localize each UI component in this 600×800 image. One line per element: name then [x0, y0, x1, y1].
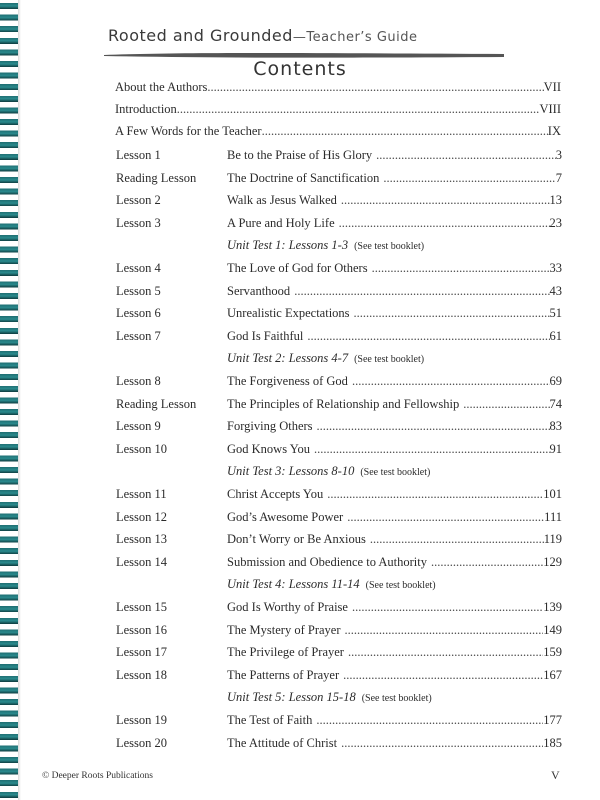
lesson-title: Unrealistic Expectations — [227, 306, 350, 321]
unit-test-entry — [227, 462, 557, 480]
lesson-title: The Attitude of Christ — [227, 735, 338, 750]
lesson-label: Lesson 12 — [116, 509, 168, 524]
dot-leader — [350, 304, 550, 322]
unit-test-entry — [227, 349, 557, 367]
front-matter-entry — [115, 78, 561, 96]
lesson-label: Lesson 19 — [116, 713, 168, 727]
lesson-label: Lesson 17 — [116, 645, 168, 660]
lesson-label: Lesson 20 — [116, 735, 168, 750]
dot-leader — [459, 395, 549, 413]
dot-leader — [303, 327, 549, 345]
lesson-page-number: 159 — [543, 645, 562, 660]
lesson-entry — [0, 191, 600, 209]
lesson-title: The Doctrine of Sanctification — [227, 170, 380, 185]
lesson-entry — [0, 440, 600, 458]
dot-leader — [313, 417, 550, 435]
dot-leader — [177, 100, 540, 118]
lesson-page-number: 167 — [543, 667, 562, 682]
lesson-entry — [0, 304, 600, 322]
lesson-entry — [0, 621, 600, 639]
lesson-label: Lesson 14 — [116, 554, 168, 569]
lesson-entry — [0, 417, 600, 435]
lesson-entry — [0, 259, 600, 277]
lesson-title: God Is Faithful — [227, 328, 304, 343]
lesson-label: Lesson 18 — [116, 667, 168, 682]
lesson-label: Reading Lesson — [116, 396, 197, 411]
lesson-entry-line — [227, 711, 562, 729]
lesson-title: The Test of Faith — [227, 713, 313, 727]
lesson-entry — [0, 553, 600, 571]
lesson-label: Lesson 13 — [116, 532, 168, 547]
lesson-entry-line — [227, 666, 562, 684]
lesson-page-number: 33 — [549, 261, 562, 275]
lesson-entry — [0, 395, 600, 413]
lesson-title: The Mystery of Prayer — [227, 622, 341, 637]
lesson-page-number: 177 — [543, 713, 562, 727]
lesson-entry-line — [227, 372, 562, 390]
contents-heading: Contents — [253, 58, 347, 80]
lesson-label: Lesson 1 — [116, 148, 161, 162]
lesson-entry-line — [227, 259, 562, 277]
unit-test-note: (See test booklet) — [354, 354, 425, 366]
lesson-entry-line — [227, 282, 562, 300]
lesson-title: Submission and Obedience to Authority — [227, 554, 427, 569]
unit-test-title: Unit Test 2: Lessons 4-7 — [227, 351, 349, 366]
lesson-page-number: 69 — [549, 374, 562, 388]
lesson-label: Lesson 16 — [116, 622, 168, 637]
lesson-page-number: 74 — [549, 396, 562, 411]
lesson-page-number: 13 — [549, 193, 562, 208]
lesson-title: The Principles of Relationship and Fellowship — [227, 396, 460, 411]
dot-leader — [366, 530, 544, 548]
lesson-label: Lesson 10 — [116, 441, 168, 456]
lesson-page-number: 119 — [543, 532, 562, 547]
lesson-page-number: 51 — [549, 306, 562, 321]
lesson-entry — [0, 485, 600, 503]
dot-leader — [339, 666, 543, 684]
lesson-entry — [0, 282, 600, 300]
lesson-title: Christ Accepts You — [227, 487, 324, 501]
unit-test-title: Unit Test 3: Lessons 8-10 — [227, 464, 355, 479]
lesson-entry — [0, 169, 600, 187]
unit-test-entry — [227, 688, 557, 706]
unit-test-title: Unit Test 4: Lessons 11-14 — [227, 577, 360, 592]
lesson-page-number: 129 — [543, 554, 562, 569]
lesson-entry-line — [227, 621, 562, 639]
lesson-title: A Pure and Holy Life — [227, 215, 335, 230]
lesson-entry-line — [227, 191, 562, 209]
lesson-title: The Forgiveness of God — [227, 374, 348, 388]
dot-leader — [290, 282, 549, 300]
lesson-page-number: 139 — [543, 600, 562, 614]
dot-leader — [368, 259, 550, 277]
lesson-entry-line — [227, 485, 562, 503]
dot-leader — [207, 78, 543, 96]
dot-leader — [323, 485, 543, 503]
entry-title: A Few Words for the Teacher — [115, 124, 262, 138]
unit-test-entry — [227, 236, 557, 254]
entry-title: About the Authors — [115, 80, 208, 94]
unit-test-entry — [227, 575, 557, 593]
lesson-entry-line — [227, 553, 562, 571]
lesson-label: Lesson 7 — [116, 328, 161, 343]
lesson-entry — [0, 734, 600, 752]
lesson-entry-line — [227, 304, 562, 322]
entry-page-number: VIII — [539, 102, 561, 116]
dot-leader — [337, 191, 550, 209]
lesson-title: The Love of God for Others — [227, 261, 368, 275]
lesson-entry — [0, 711, 600, 729]
header-subtitle: —Teacher’s Guide — [292, 30, 418, 45]
lesson-page-number: 111 — [544, 509, 562, 524]
lesson-title: The Patterns of Prayer — [227, 667, 340, 682]
publisher-credit: © Deeper Roots Publications — [42, 771, 153, 781]
lesson-entry-line — [227, 440, 562, 458]
unit-test-note: (See test booklet) — [365, 580, 436, 592]
unit-test-note: (See test booklet) — [361, 693, 432, 705]
lesson-entry — [0, 327, 600, 345]
lesson-entry-line — [227, 598, 562, 616]
dot-leader — [337, 734, 543, 752]
lesson-title: God Knows You — [227, 441, 311, 456]
dot-leader — [427, 553, 543, 571]
lesson-entry-line — [227, 643, 562, 661]
dot-leader — [262, 122, 548, 140]
lesson-title: Forgiving Others — [227, 419, 313, 434]
lesson-entry-line — [227, 508, 562, 526]
lesson-page-number: 7 — [555, 170, 562, 185]
dot-leader — [335, 214, 550, 232]
lesson-entry-line — [227, 417, 562, 435]
entry-title: Introduction — [115, 102, 177, 116]
lesson-title: God Is Worthy of Praise — [227, 600, 348, 614]
lesson-page-number: 101 — [543, 487, 562, 501]
lesson-page-number: 23 — [549, 215, 562, 230]
lesson-label: Lesson 4 — [116, 261, 161, 275]
front-matter-entry — [115, 100, 561, 118]
dot-leader — [348, 598, 543, 616]
lesson-label: Lesson 9 — [116, 419, 161, 434]
lesson-page-number: 149 — [543, 622, 562, 637]
lesson-label: Lesson 15 — [116, 600, 168, 614]
lesson-page-number: 3 — [555, 148, 562, 162]
dot-leader — [312, 711, 543, 729]
lesson-entry-line — [227, 530, 562, 548]
dot-leader — [310, 440, 549, 458]
dot-leader — [343, 508, 544, 526]
header-book-title: Rooted and Grounded — [108, 26, 293, 45]
lesson-entry — [0, 508, 600, 526]
lesson-entry-line — [227, 146, 562, 164]
lesson-page-number: 185 — [543, 735, 562, 750]
lesson-entry — [0, 214, 600, 232]
unit-test-note: (See test booklet) — [360, 467, 431, 479]
lesson-entry-line — [227, 395, 562, 413]
unit-test-title: Unit Test 1: Lessons 1-3 — [227, 238, 349, 253]
dot-leader — [379, 169, 555, 187]
lesson-title: Be to the Praise of His Glory — [227, 148, 373, 162]
lesson-title: Servanthood — [227, 283, 291, 298]
dot-leader — [341, 621, 544, 639]
lesson-label: Lesson 3 — [116, 215, 161, 230]
lesson-title: Walk as Jesus Walked — [227, 193, 337, 208]
lesson-entry — [0, 372, 600, 390]
lesson-label: Lesson 11 — [116, 487, 167, 501]
lesson-title: The Privilege of Prayer — [227, 645, 344, 660]
lesson-page-number: 61 — [549, 328, 562, 343]
lesson-entry — [0, 643, 600, 661]
lesson-label: Reading Lesson — [116, 170, 197, 185]
dot-leader — [348, 372, 550, 390]
lesson-page-number: 91 — [549, 441, 562, 456]
lesson-entry-line — [227, 734, 562, 752]
lesson-entry — [0, 666, 600, 684]
lesson-page-number: 83 — [549, 419, 562, 434]
dot-leader — [372, 146, 556, 164]
lesson-entry — [0, 598, 600, 616]
lesson-title: God’s Awesome Power — [227, 509, 344, 524]
lesson-label: Lesson 2 — [116, 193, 161, 208]
lesson-entry-line — [227, 169, 562, 187]
lesson-entry — [0, 146, 600, 164]
dot-leader — [344, 643, 543, 661]
entry-page-number: IX — [547, 124, 561, 138]
front-matter-entry — [115, 122, 561, 140]
lesson-label: Lesson 8 — [116, 374, 161, 388]
lesson-title: Don’t Worry or Be Anxious — [227, 532, 366, 547]
lesson-entry — [0, 530, 600, 548]
lesson-entry-line — [227, 214, 562, 232]
unit-test-note: (See test booklet) — [354, 241, 425, 253]
unit-test-title: Unit Test 5: Lesson 15-18 — [227, 690, 356, 705]
lesson-label: Lesson 5 — [116, 283, 161, 298]
page-number: V — [551, 768, 560, 782]
lesson-entry-line — [227, 327, 562, 345]
entry-page-number: VII — [543, 80, 561, 94]
lesson-page-number: 43 — [549, 283, 562, 298]
lesson-label: Lesson 6 — [116, 306, 161, 321]
